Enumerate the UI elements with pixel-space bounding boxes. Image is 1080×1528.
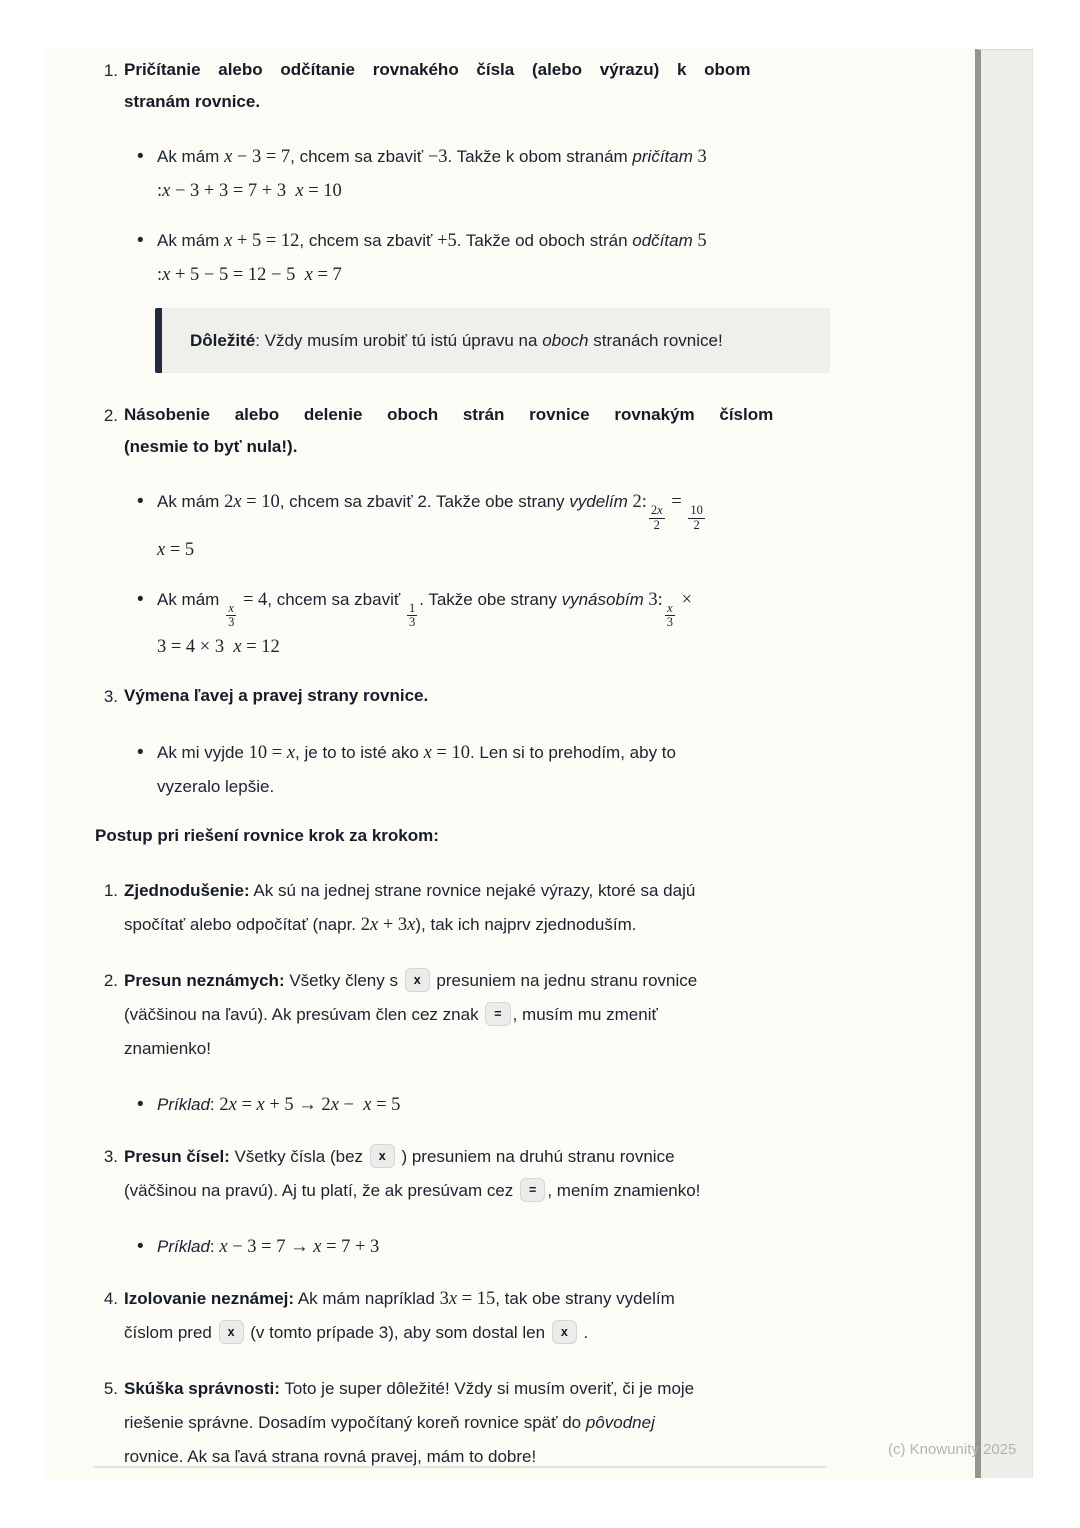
- item-number: 2.: [103, 406, 118, 425]
- bullet-marker: •: [137, 230, 144, 251]
- text-segment: ) presuniem na druhú stranu rovnice: [396, 1147, 675, 1166]
- bold-text: Skúška správnosti:: [124, 1379, 280, 1398]
- math-expression: x − 3 = 7: [224, 147, 291, 167]
- item-body: [124, 54, 830, 118]
- bold-text: Zjednodušenie:: [124, 881, 250, 900]
- item-body: [157, 736, 830, 804]
- next-page-edge: [975, 49, 1033, 1478]
- italic-text: Príklad: [157, 1237, 210, 1256]
- item-body: [157, 485, 830, 567]
- bold-text: Dôležité: [190, 331, 256, 350]
- bullet-marker: •: [137, 1236, 144, 1257]
- text-segment: .: [578, 1323, 589, 1342]
- bullet-item: [137, 224, 830, 292]
- text-segment: Ak mám: [157, 589, 225, 609]
- text-segment: Toto je super dôležité! Vždy si musím overiť, či je moje: [279, 1379, 695, 1398]
- numbered-item: [95, 964, 830, 1066]
- text-segment: Ak mi vyjde: [157, 743, 249, 762]
- bullet-item: [137, 485, 830, 567]
- text-segment: . Len si to prehodím, aby to: [469, 743, 676, 762]
- item-body: [124, 399, 830, 463]
- item-number: 4.: [103, 1289, 118, 1308]
- fraction-numerator: x: [667, 600, 673, 615]
- numbered-item: [95, 54, 830, 118]
- bold-text: stranám rovnice.: [124, 92, 261, 111]
- math-expression: ×: [677, 589, 693, 610]
- math-expression: x = 5: [157, 539, 195, 560]
- bold-text: Násobenie alebo delenie oboch strán rovnice rovnakým číslom: [124, 405, 774, 424]
- math-expression: 3:: [643, 589, 663, 610]
- bold-text: (nesmie to byť nula!).: [124, 437, 298, 456]
- numbered-item: [95, 399, 830, 463]
- numbered-item: [95, 1372, 830, 1474]
- text-segment: (väčšinou na ľavú). Ak presúvam člen cez znak: [124, 1005, 484, 1024]
- italic-text: vynásobím: [561, 589, 644, 609]
- text-segment: Všetky čísla (bez: [229, 1147, 368, 1166]
- math-expression: =: [666, 492, 687, 512]
- math-expression: +5: [437, 231, 457, 251]
- text-segment: , je to to isté ako: [295, 743, 424, 762]
- fraction: [649, 504, 665, 533]
- math-expression: 2:: [627, 492, 647, 512]
- math-expression: 2x = 10: [224, 492, 280, 512]
- italic-text: odčítam: [632, 231, 693, 250]
- italic-text: pôvodnej: [585, 1413, 655, 1432]
- math-expression: x − 3 = 7 → x = 7 + 3: [219, 1237, 380, 1257]
- kbd-x-key: x: [552, 1320, 577, 1344]
- text-segment: vyzeralo lepšie.: [157, 777, 275, 796]
- section-heading: [95, 820, 830, 852]
- math-expression: = 4: [238, 589, 268, 610]
- fraction-numerator: 1: [408, 600, 416, 615]
- fraction-numerator: 2x: [650, 503, 663, 517]
- text-segment: riešenie správne. Dosadím vypočítaný koreň rovnice späť do: [124, 1413, 586, 1432]
- numbered-item: [95, 1282, 830, 1350]
- bullet-marker: •: [137, 491, 144, 512]
- kbd-x-key: x: [219, 1320, 244, 1344]
- item-number: 5.: [103, 1379, 118, 1398]
- math-expression: 3 = 4 × 3 x = 12: [157, 637, 280, 657]
- text-segment: (v tomto prípade 3), aby som dostal len: [245, 1323, 550, 1342]
- bold-text: Presun neznámych:: [124, 971, 285, 990]
- item-body: [124, 680, 830, 714]
- item-body: [157, 140, 830, 208]
- bold-text: Pričítanie alebo odčítanie rovnakého čísla (alebo výrazu) k obom: [124, 60, 751, 79]
- text-segment: znamienko!: [124, 1039, 211, 1058]
- math-expression: 10 = x: [248, 743, 296, 763]
- item-body: [124, 874, 830, 942]
- item-number: 1.: [103, 881, 118, 900]
- bold-text: Izolovanie neznámej:: [124, 1289, 295, 1308]
- kbd-equals-key: =: [485, 1002, 510, 1026]
- numbered-item: [95, 1140, 830, 1208]
- text-segment: , tak obe strany vydelím: [495, 1289, 675, 1308]
- item-number: 3.: [103, 1147, 118, 1166]
- item-body: [157, 224, 830, 292]
- bullet-item: [137, 583, 830, 665]
- text-segment: , chcem sa zbaviť: [267, 589, 405, 609]
- text-segment: Ak mám napríklad: [294, 1289, 440, 1308]
- note-box: [155, 308, 830, 373]
- bullet-marker: •: [137, 1094, 144, 1115]
- bold-text: Výmena ľavej a pravej strany rovnice.: [124, 686, 429, 705]
- item-number: 3.: [103, 687, 118, 706]
- text-segment: , chcem sa zbaviť: [299, 231, 438, 250]
- fraction-numerator: 10: [690, 503, 703, 517]
- math-expression: −3: [427, 147, 448, 167]
- text-segment: rovnice. Ak sa ľavá strana rovná pravej, mám to dobre!: [124, 1447, 537, 1466]
- fraction-denominator: 3: [408, 615, 416, 630]
- item-body: [157, 1088, 830, 1122]
- text-segment: . Takže od oboch strán: [456, 231, 633, 250]
- fraction-denominator: 3: [666, 615, 674, 630]
- kbd-x-key: x: [405, 968, 430, 992]
- text-segment: Ak sú na jednej strane rovnice nejaké výrazy, ktoré sa dajú: [249, 881, 696, 900]
- italic-text: pričítam: [632, 147, 693, 166]
- math-expression: x = 10: [423, 743, 470, 763]
- fraction: [226, 602, 236, 631]
- footer-divider: [93, 1466, 827, 1468]
- math-expression: x + 5 = 12: [224, 231, 300, 251]
- fraction: [665, 602, 675, 631]
- text-segment: presuniem na jednu stranu rovnice: [431, 971, 698, 990]
- text-segment: . Takže obe strany: [419, 589, 562, 609]
- item-body: [157, 583, 830, 665]
- numbered-item: [95, 680, 830, 714]
- numbered-item: [95, 874, 830, 942]
- item-number: 2.: [103, 971, 118, 990]
- math-expression: 2x = x + 5 → 2x − x = 5: [219, 1095, 401, 1115]
- kbd-equals-key: =: [520, 1178, 545, 1202]
- bullet-marker: •: [137, 742, 144, 763]
- copyright-text: (c) Knowunity 2025: [888, 1441, 1017, 1458]
- math-expression: :x − 3 + 3 = 7 + 3 x = 10: [157, 181, 342, 201]
- text-segment: (väčšinou na pravú). Aj tu platí, že ak presúvam cez: [124, 1181, 519, 1200]
- bullet-marker: •: [137, 146, 144, 167]
- text-segment: , chcem sa zbaviť: [290, 147, 428, 166]
- bullet-item: [137, 736, 830, 804]
- fraction-denominator: 3: [228, 615, 235, 630]
- italic-text: vydelím: [569, 492, 628, 511]
- item-number: 1.: [103, 61, 118, 80]
- math-expression: :x + 5 − 5 = 12 − 5 x = 7: [157, 265, 342, 285]
- bullet-item: [137, 140, 830, 208]
- text-segment: , mením znamienko!: [547, 1181, 701, 1200]
- document-content: [45, 48, 977, 1474]
- text-segment: Všetky členy s: [284, 971, 403, 990]
- document-page: [45, 48, 977, 1480]
- bold-text: Presun čísel:: [124, 1147, 230, 1166]
- fraction: [407, 602, 417, 631]
- text-segment: Ak mám: [157, 492, 225, 511]
- italic-text: oboch: [542, 331, 589, 350]
- text-segment: , musím mu zmeniť: [512, 1005, 658, 1024]
- text-segment: Ak mám: [157, 147, 225, 166]
- text-segment: . Takže k obom stranám: [447, 147, 633, 166]
- text-segment: , chcem sa zbaviť 2. Takže obe strany: [279, 492, 570, 511]
- sub-bullet-item: [137, 1230, 830, 1264]
- bold-text: Postup pri riešení rovnice krok za krokom:: [95, 826, 439, 845]
- item-body: [124, 964, 830, 1066]
- text-segment: ), tak ich najprv zjednoduším.: [415, 915, 637, 934]
- italic-text: Príklad: [157, 1095, 210, 1114]
- bullet-marker: •: [137, 588, 144, 610]
- fraction: [688, 504, 705, 533]
- item-body: [124, 1372, 830, 1474]
- kbd-x-key: x: [370, 1144, 395, 1168]
- item-body: [124, 1140, 830, 1208]
- fraction-denominator: 2: [693, 517, 700, 532]
- text-segment: číslom pred: [124, 1323, 217, 1342]
- text-segment: :: [209, 1095, 220, 1114]
- fraction-denominator: 2: [653, 517, 660, 532]
- math-expression: 2x + 3x: [360, 915, 416, 935]
- fraction-numerator: x: [228, 600, 234, 615]
- item-body: [157, 1230, 830, 1264]
- sub-bullet-item: [137, 1088, 830, 1122]
- text-segment: stranách rovnice!: [588, 331, 723, 350]
- math-expression: 3: [692, 147, 707, 167]
- text-segment: : Vždy musím urobiť tú istú úpravu na: [255, 331, 543, 350]
- text-segment: :: [209, 1237, 220, 1256]
- item-body: [124, 1282, 830, 1350]
- math-expression: 3x = 15: [439, 1289, 496, 1309]
- text-segment: Ak mám: [157, 231, 225, 250]
- text-segment: spočítať alebo odpočítať (napr.: [124, 915, 361, 934]
- math-expression: 5: [692, 231, 707, 251]
